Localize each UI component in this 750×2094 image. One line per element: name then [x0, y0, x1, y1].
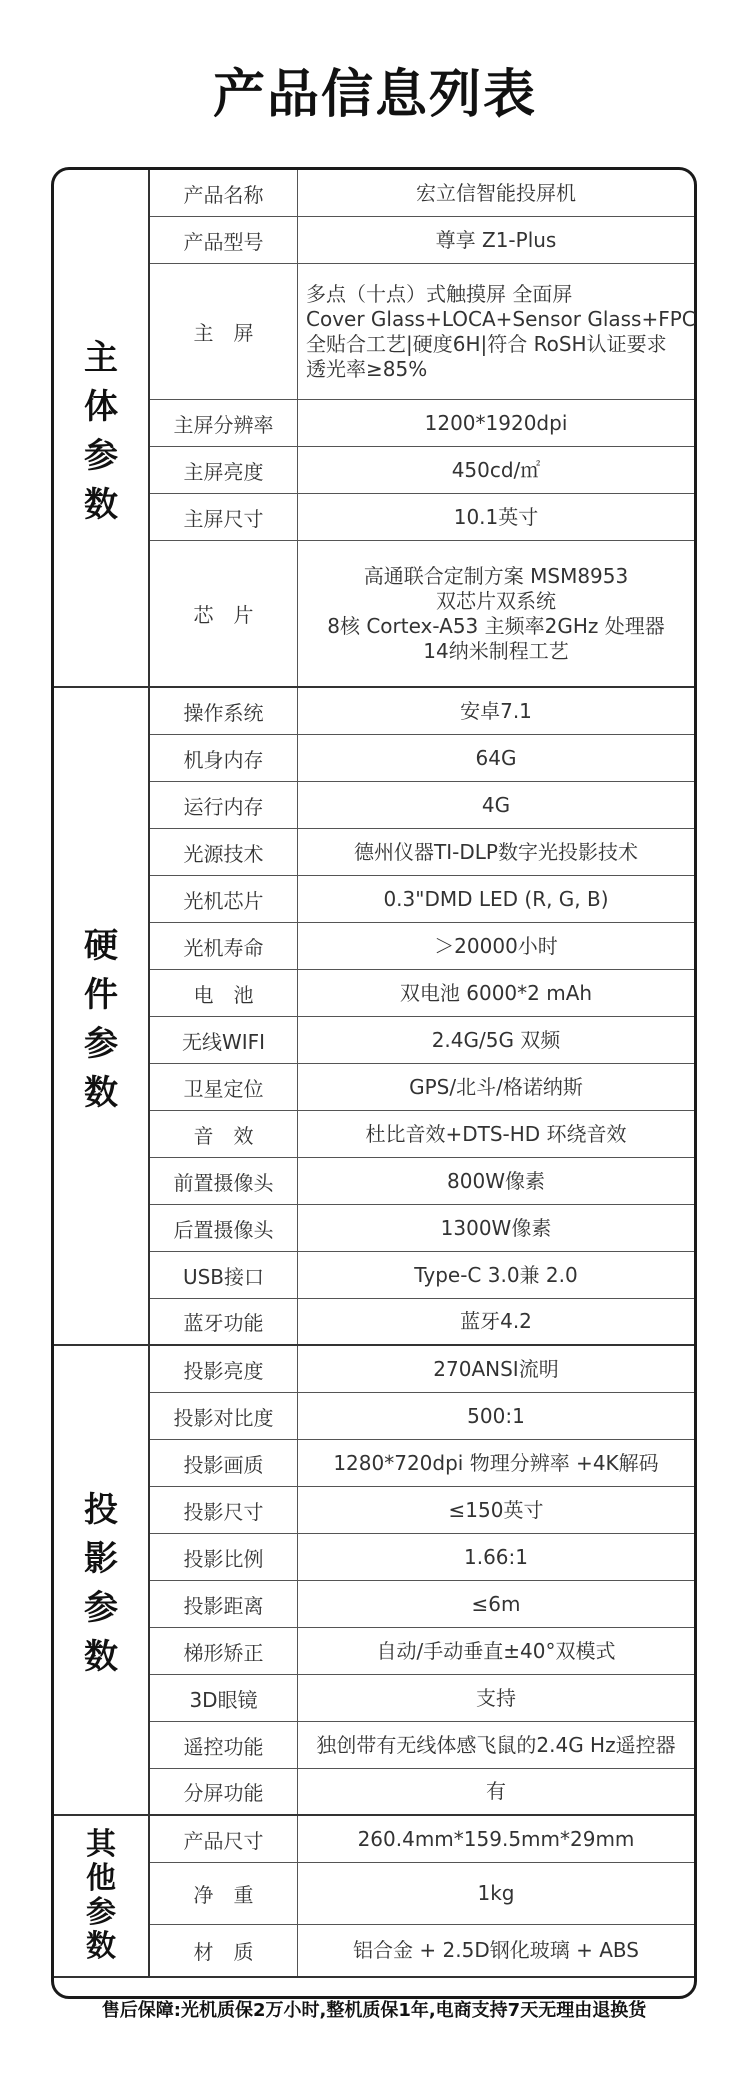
section-hardware-params	[54, 688, 694, 1346]
row-value: 尊享 Z1-Plus	[435, 227, 557, 252]
row-value: 自动/手动垂直±40°双模式	[376, 1638, 616, 1663]
row-value: 高通联合定制方案 MSM8953 双芯片双系统 8核 Cortex-A53 主频率2GHz 处理器 14纳米制程工艺	[327, 563, 665, 663]
row-label: 投影比例	[150, 1534, 298, 1580]
row-value: 独创带有无线体感飞鼠的2.4G Hz遥控器	[316, 1732, 676, 1757]
page-title: 产品信息列表	[212, 65, 537, 125]
table-row	[150, 1252, 694, 1299]
row-value: 500:1	[467, 1403, 525, 1428]
table-row	[150, 494, 694, 541]
row-label: 前置摄像头	[150, 1158, 298, 1204]
row-value: ≤150英寸	[448, 1497, 544, 1522]
row-label: 净 重	[150, 1863, 298, 1924]
table-row	[150, 1675, 694, 1722]
row-label: 卫星定位	[150, 1064, 298, 1110]
table-row	[150, 1534, 694, 1581]
row-label: 产品尺寸	[150, 1816, 298, 1862]
row-label: 光源技术	[150, 829, 298, 875]
row-label: 电 池	[150, 970, 298, 1016]
row-label: 蓝牙功能	[150, 1299, 298, 1344]
row-label: 运行内存	[150, 782, 298, 828]
row-label: 投影对比度	[150, 1393, 298, 1439]
row-label: 分屏功能	[150, 1769, 298, 1814]
table-row	[150, 1111, 694, 1158]
row-label: 梯形矫正	[150, 1628, 298, 1674]
table-row	[150, 541, 694, 686]
table-row	[150, 1064, 694, 1111]
row-value: ＞20000小时	[434, 933, 558, 958]
row-value: 宏立信智能投屏机	[416, 180, 576, 205]
row-label: USB接口	[150, 1252, 298, 1298]
row-value: 蓝牙4.2	[460, 1309, 532, 1333]
row-label: 主屏亮度	[150, 447, 298, 493]
row-value: 0.3"DMD LED (R, G, B)	[383, 886, 609, 911]
section-label: 其他参数	[54, 1816, 150, 1976]
table-row	[150, 1769, 694, 1814]
row-value: ≤6m	[471, 1591, 521, 1616]
table-row	[150, 782, 694, 829]
row-label: 投影亮度	[150, 1346, 298, 1392]
table-row	[150, 1393, 694, 1440]
table-row	[150, 217, 694, 264]
row-value: GPS/北斗/格诺纳斯	[409, 1074, 583, 1099]
row-label: 光机寿命	[150, 923, 298, 969]
row-value: 双电池 6000*2 mAh	[399, 980, 593, 1005]
row-label: 芯 片	[150, 541, 298, 686]
row-value: 铝合金 + 2.5D钢化玻璃 + ABS	[353, 1938, 639, 1962]
row-value: 4G	[481, 792, 511, 817]
row-label: 无线WIFI	[150, 1017, 298, 1063]
row-label: 主 屏	[150, 264, 298, 399]
section-label: 硬件参数	[54, 688, 150, 1344]
row-label: 产品型号	[150, 217, 298, 263]
table-row	[150, 1440, 694, 1487]
row-label: 遥控功能	[150, 1722, 298, 1768]
row-value: 德州仪器TI-DLP数字光投影技术	[354, 839, 638, 864]
row-value: 1200*1920dpi	[424, 410, 568, 435]
row-value: Type-C 3.0兼 2.0	[414, 1262, 578, 1287]
row-value: 2.4G/5G 双频	[431, 1027, 561, 1052]
row-value: 1.66:1	[464, 1544, 528, 1569]
row-label: 投影画质	[150, 1440, 298, 1486]
row-value: 1300W像素	[440, 1215, 552, 1240]
row-value: 1kg	[477, 1881, 515, 1905]
row-label: 主屏分辨率	[150, 400, 298, 446]
section-main-params	[54, 170, 694, 688]
row-value: 支持	[476, 1685, 516, 1710]
table-row	[150, 1017, 694, 1064]
row-value: 270ANSI流明	[433, 1356, 559, 1381]
section-projection-params	[54, 1346, 694, 1816]
after-sales-note: 售后保障:光机质保2万小时,整机质保1年,电商支持7天无理由退换货	[101, 2000, 647, 2021]
section-other-params	[54, 1816, 694, 1978]
table-row	[150, 735, 694, 782]
row-label: 操作系统	[150, 688, 298, 734]
table-row	[150, 170, 694, 217]
table-row	[150, 688, 694, 735]
table-row	[150, 1299, 694, 1344]
table-row	[150, 1581, 694, 1628]
row-label: 机身内存	[150, 735, 298, 781]
table-row	[150, 1863, 694, 1925]
table-row	[150, 447, 694, 494]
row-label: 投影尺寸	[150, 1487, 298, 1533]
table-row	[150, 876, 694, 923]
table-row	[150, 923, 694, 970]
table-row	[150, 1205, 694, 1252]
row-value: 多点（十点）式触摸屏 全面屏 Cover Glass+LOCA+Sensor Glass+FPC 全贴合工艺|硬度6H|符合 RoSH认证要求 透光率≥85%	[306, 281, 696, 381]
table-row	[150, 829, 694, 876]
row-value: 1280*720dpi 物理分辨率 +4K解码	[333, 1450, 659, 1475]
row-value: 10.1英寸	[453, 504, 539, 529]
row-label: 产品名称	[150, 170, 298, 216]
row-label: 材 质	[150, 1925, 298, 1976]
section-label: 投影参数	[54, 1346, 150, 1814]
row-label: 音 效	[150, 1111, 298, 1157]
row-value: 64G	[475, 745, 517, 770]
table-row	[150, 970, 694, 1017]
row-value: 安卓7.1	[460, 698, 532, 723]
table-row	[150, 264, 694, 400]
row-value: 450cd/㎡	[451, 457, 541, 482]
table-row	[150, 1628, 694, 1675]
section-label: 主体参数	[54, 170, 150, 686]
table-row	[150, 1722, 694, 1769]
row-value: 800W像素	[447, 1168, 545, 1193]
table-row	[150, 1346, 694, 1393]
table-row	[150, 1158, 694, 1205]
spec-table	[51, 167, 697, 2021]
row-value: 杜比音效+DTS-HD 环绕音效	[365, 1121, 627, 1146]
row-value: 有	[486, 1779, 506, 1803]
table-row	[150, 1816, 694, 1863]
row-value: 260.4mm*159.5mm*29mm	[357, 1826, 635, 1851]
row-label: 3D眼镜	[150, 1675, 298, 1721]
table-row	[150, 1925, 694, 1976]
row-label: 主屏尺寸	[150, 494, 298, 540]
table-row	[150, 400, 694, 447]
row-label: 后置摄像头	[150, 1205, 298, 1251]
table-row	[150, 1487, 694, 1534]
row-label: 投影距离	[150, 1581, 298, 1627]
row-label: 光机芯片	[150, 876, 298, 922]
